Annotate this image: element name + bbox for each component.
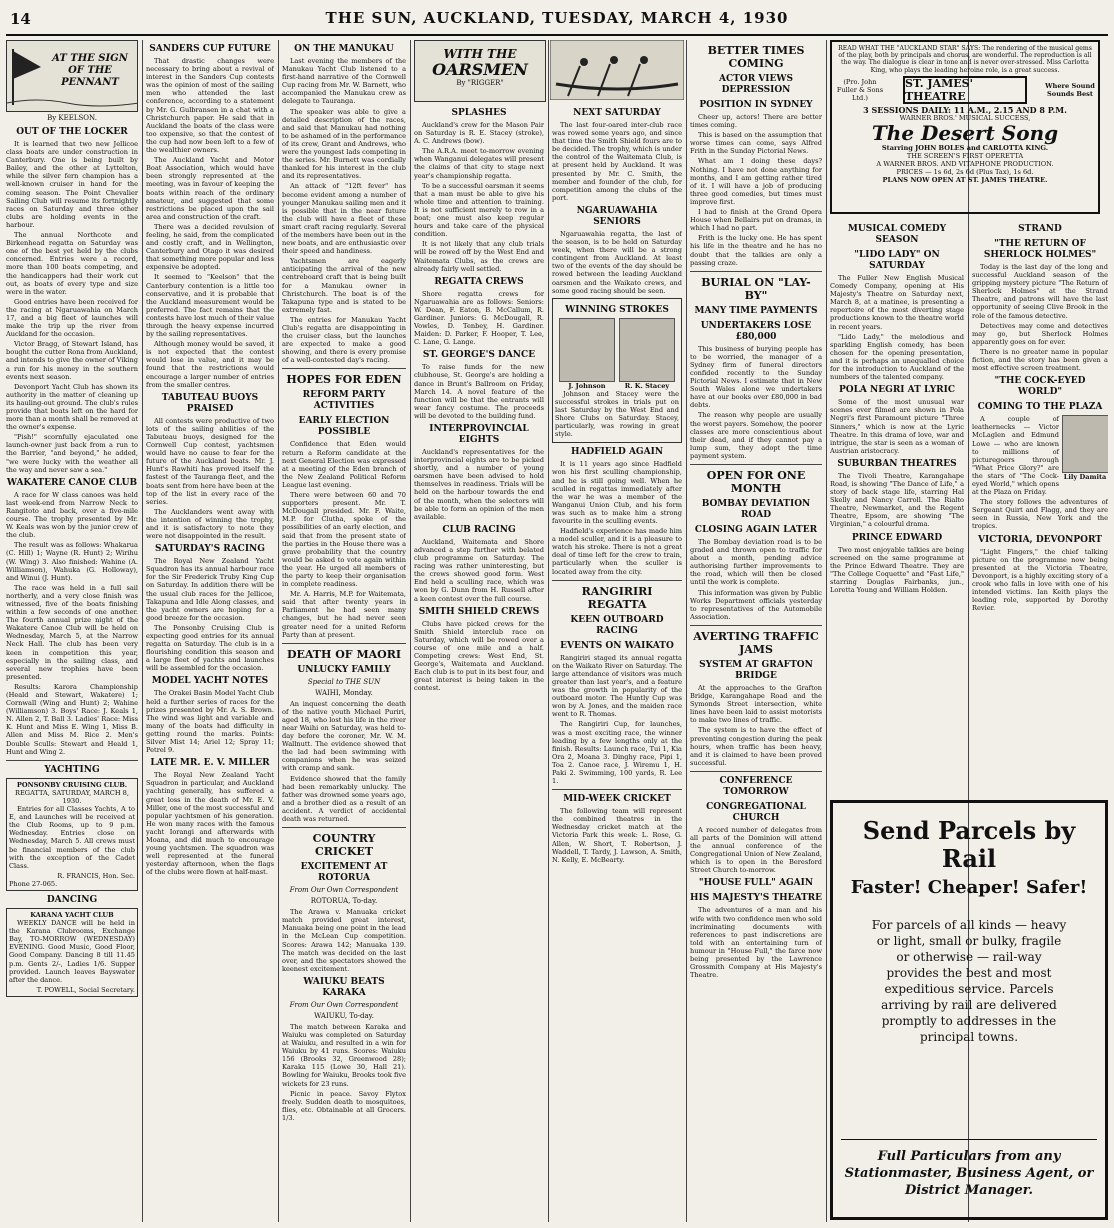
paragraph: "Light Fingers," the chief talking picture on the programme now being presented at the Victoria Theatre, Devonport, is a highly exciting story of a crook who falls in love with one of his intended victims. Ian Keith plays the leading role, supported by Dorothy Revier.: [972, 547, 1108, 613]
paragraph: Auckland, Waitemata and Shore advanced a step further with belated club programme on Saturday. The racing was rather uninteresting, but the crews showed good form. West End held a sculling race, which was won by G. Dunn from H. Russell after a keen contest over the full course.: [414, 537, 544, 603]
dateline: From Our Own Correspondent: [289, 1000, 399, 1009]
column-rule: [826, 40, 827, 1222]
headline: PRINCE EDWARD: [851, 532, 943, 543]
paragraph: The Aucklanders went away with the intention of winning the trophy, and it is satisfactory to note they were not disappointed in the result.: [146, 507, 274, 541]
page-number: 14: [10, 10, 31, 28]
paragraph: Hadfield's experience has made him a model sculler, and it is a pleasure to watch his stroke. There is not a great deal of time left for the crew to train, particularly when the sculler is located away from the city.: [552, 527, 682, 576]
headline: "HOUSE FULL" AGAIN: [698, 878, 814, 889]
paragraph: Rangiriri staged its annual regatta on the Waikato River on Saturday. The large attendance of visitors was much greater than last year's, and a feature was the growth in popularity of the outboard motor. The Huntly Cup was won by A. Jones, and the maiden race went to R. Thomas.: [552, 653, 682, 719]
headline: SPLASHES: [451, 108, 507, 118]
paragraph: The reason why people are usually the worst payers. Somehow, the poorer classes are more conscientious about their dead, and if they cannot pay a lump sum, they adopt the time payment system.: [690, 411, 822, 460]
divider: [6, 760, 138, 761]
headline: BETTER TIMES COMING: [707, 44, 805, 70]
paragraph: All contests were productive of two lots of the sailing abilities of the Tabuteau buoys, designed for the Cornwell Cup contest, yachtsmen would have no cause to fear for the future of the Auckland boats. Mr. J. Hunt's Rawhiti has proved itself the fastest of the Tauranga fleet, and the boats sent from here have been at the top of the list in every race of the series.: [146, 416, 274, 506]
paragraph: The Orakei Basin Model Yacht Club held a further series of races for the prizes presented by Mr. A. S. Brown. The wind was light and variable and many of the boats had difficulty in getting round the marks. Points: Silver Mist 14; Ariel 12; Spray 11; Petrel 9.: [146, 689, 274, 755]
paragraph: The story follows the adventures of Sergeant Quirt and Flagg, and they are seen in Russia, New York and the tropics.: [972, 498, 1108, 531]
paragraph: Two most enjoyable talkies are being screened on the same programme at the Prince Edward Theatre. They are "The College Coquette" and "Fast Life," starring Douglas Fairbanks, jun., Loretta Young and William Holden.: [830, 545, 964, 594]
paragraph: The Royal New Zealand Yacht Squadron in particular, and Auckland yachting generally, has suffered a great loss in the death of Mr. E. V. Miller, one of the most successful and popular yachtsmen of his generation. He won many races with the famous yacht Iorangi and afterwards with Moana, and did much to encourage young yachtsmen. The squadron was well represented at the funeral yesterday afternoon, when the flags of the clubs were flown at half-mast.: [146, 771, 274, 877]
headline: HADFIELD AGAIN: [570, 447, 664, 458]
subheadline: SYSTEM AT GRAFTON BRIDGE: [699, 659, 813, 681]
ad-title: PONSONBY CRUISING CLUB.: [16, 780, 128, 789]
column-rule: [278, 40, 279, 1222]
ad-title: KARANA YACHT CLUB: [30, 910, 114, 919]
film-title: The Desert Song: [871, 120, 1059, 145]
headline: DEATH OF MAORI: [286, 647, 402, 661]
divider: [282, 368, 406, 369]
prices: PRICES — 1s 6d, 2s 6d (Plus Tax), 1s 6d.: [896, 167, 1034, 176]
divider: [690, 625, 822, 626]
newspaper-title: THE SUN, AUCKLAND, TUESDAY, MARCH 4, 1930: [325, 9, 789, 27]
paragraph: Clubs have picked crews for the Smith Shield interclub race on Saturday, which will be rowed over a course of one mile and a half. Competing crews: West End, St. George's, Waitemata and Auckland. Each club is to put in its best four, and great interest is being taken in the contest.: [414, 619, 544, 693]
paragraph: To raise funds for the new clubhouse, St. George's are holding a dance in Brunt's Ballroom on Friday, March 14. A novel feature of the function will be that the entrants will wear fancy costume. The proceeds will be devoted to the building fund.: [414, 363, 544, 420]
subheadline: ACTOR VIEWS DEPRESSION: [719, 74, 793, 95]
ad-text: WEEKLY DANCE will be held in the Karana Clubrooms, Exchange Bay, TO-MORROW (WEDNESDAY) EVENING. Good Music, Good Floor, Good Company. Dancing 8 till 11.45 p.m. Gents 2/-, Ladies 1/6. Supper provided. Launch leaves Bayswater after the dance.: [9, 919, 135, 984]
tagline: THE SCREEN'S FIRST OPERETTA: [906, 151, 1024, 160]
portrait-photo: [1062, 415, 1108, 473]
paragraph: A record number of delegates from all parts of the Dominion will attend the annual conference of the Congregational Union of New Zealand, which is to open in the Beresford Street Church to-morrow.: [690, 825, 822, 875]
column-6: [690, 40, 822, 1222]
headline: SATURDAY'S RACING: [155, 544, 265, 555]
column-7: [830, 220, 964, 790]
paragraph: The Ponsonby Cruising Club is expecting good entries for its annual regatta on Saturday. The club is in a flourishing condition this season and a large fleet of yachts and launches will be assembled for the occasion.: [146, 623, 274, 673]
paragraph: The Royal New Zealand Yacht Squadron has its annual harbour race for the Sir Frederick Truby King Cup on Saturday. In addition there will be the usual club races for the Jellicoe, Takapuna and Idle Along classes, and the yacht owners are hoping for a good breeze for the occasion.: [146, 557, 274, 622]
lily-damita-photo-block: [1062, 415, 1108, 481]
studio-credit: WARNER BROS.' MUSICAL SUCCESS,: [899, 113, 1031, 122]
paragraph: Detectives may come and detectives may go, but Sherlock Holmes apparently goes on for ever.: [972, 321, 1108, 346]
paragraph: To be a successful oarsman it seems that a man must be able to give his whole time and attention to training. It is not sufficient merely to row in a boat; one must also keep regular hours and take care of the physical condition.: [414, 181, 544, 239]
parcels-by-rail-advert: [830, 800, 1108, 1220]
headline: POLA NEGRI AT LYRIC: [839, 385, 955, 396]
divider: [282, 643, 406, 644]
headline: REGATTA CREWS: [434, 276, 524, 287]
ad-signature: R. FRANCIS, Hon. Sec.: [57, 871, 135, 880]
divider: [690, 464, 822, 465]
portrait-photo: [559, 318, 615, 382]
ad-headline: Send Parcels by Rail: [862, 816, 1076, 873]
headline: MUSICAL COMEDY SEASON: [847, 224, 947, 245]
paragraph: The Tivoli Theatre, Karangahape Road, is showing "The Dance of Life," a story of back stage life, starring Hal Skelly and Nancy Carroll. The Rialto Theatre, Newmarket, and the Regent Theatre, Epsom, are showing "The Virginian," a colourful drama.: [830, 471, 964, 529]
paragraph: Good entries have been received for the racing at Ngaruawahia on March 17, and a big fleet of launches will make the trip up the river from Auckland for the occasion.: [6, 297, 138, 339]
production-credit: A WARNER BROS. AND VITAPHONE PRODUCTION.: [876, 159, 1054, 168]
paragraph: Although money would be saved, it is not expected that the contest would lose in value, and it may be found that the restrictions would encourage a larger number of entries from the smaller centres.: [146, 340, 274, 389]
booking-info: PLANS NOW OPEN AT ST. JAMES THEATRE.: [882, 175, 1048, 184]
paragraph: Picnic in peace. Savoy Flytox freely. Sudden death to mosquitoes, flies, etc. Obtainable at all Grocers. 1/3.: [282, 1089, 406, 1122]
starring-line: Starring JOHN BOLES and CARLOTTA KING.: [881, 143, 1049, 152]
headline: INTERPROVINCIAL EIGHTS: [429, 424, 529, 445]
headline: BURIAL ON "LAY-BY": [701, 275, 811, 302]
subheadline: EARLY ELECTION POSSIBLE: [298, 416, 390, 438]
winning-strokes-photo-block: [552, 298, 682, 444]
paragraph: Confidence that Eden would return a Reform candidate at the next General Election was expressed at a meeting of the Eden branch of the New Zealand Political Reform League last evening.: [282, 440, 406, 489]
session-times: 3 SESSIONS DAILY: 11 A.M., 2.15 AND 8 P.M.: [863, 104, 1067, 115]
section-heading: DANCING: [46, 894, 98, 905]
headline: MID-WEEK CRICKET: [563, 794, 671, 805]
paragraph: This information was given by Public Works Department officials yesterday to representatives of the Automobile Association.: [690, 588, 822, 621]
subheadline: CONGREGATIONAL CHURCH: [706, 801, 806, 823]
ad-body: For parcels of all kinds — heavy or light, small or bulky, fragile or otherwise — rail-way provides the best and most expeditious service. Parcels arriving by rail are delivered promptly to addresses in the principal towns.: [871, 918, 1067, 1044]
banner-title: OARSMEN: [432, 60, 528, 79]
divider: [552, 789, 682, 790]
column-2: [146, 40, 274, 1222]
paragraph: It is not likely that any club trials will be rowed off by the West End and Waitemata Clubs, as the crews are already fairly well settled.: [414, 240, 544, 273]
paragraph: I had to finish at the Grand Opera House when Bellairs put on dramas, in which I had no part.: [690, 208, 822, 233]
paragraph: It is 11 years ago since Hadfield won his first sculling championship, and he is still going well. When he sculled in regattas immediately after the war he was a member of the Wanganui Union Club, and his form was such as to make him a strong favourite in the sculling events.: [552, 460, 682, 525]
dateline: WAIHI, Monday.: [315, 688, 373, 697]
paragraph: The annual Northcote and Birkenhead regatta on Saturday was one of the best yet held by the clubs concerned. Entries were a record, more than 100 boats competing, and the handicappers had their work cut out, as boats of every type and size were in the water.: [6, 231, 138, 296]
photo-name: R. K. Stacey: [624, 381, 670, 390]
portrait-photo: [619, 318, 675, 382]
paragraph: Mr. A. Harris, M.P. for Waitemata, said that after twenty years in Parliament he had seen many changes, but he had never seen greater need for a united Reform Party than at present.: [282, 590, 406, 639]
photo-name: J. Johnson: [568, 381, 606, 390]
divider: [690, 271, 822, 272]
subheadline: HIS MAJESTY'S THEATRE: [690, 893, 822, 904]
paragraph: The following team will represent the combined theatres in the Wednesday cricket match at the Victoria Park this week: L. Rose, G. Allen, W. Short, T. Robertson, J. Waddell, T. Tardy, J. Lawson, A. Smith, N. Kelly, E. McBearty.: [552, 807, 682, 864]
headline: "THE COCK-EYED WORLD": [994, 376, 1086, 398]
review-quote: READ WHAT THE "AUCKLAND STAR" SAYS: The rendering of the musical gems of the play, both by principals and chorus, are wonderful. The reproduction is all the way. The dialogue is clear in tone and is never over-stressed. Miss Carlotta King, who plays the leading heroine role, is a great success.: [838, 45, 1092, 74]
column-5: [552, 104, 682, 1222]
paragraph: The Fuller New English Musical Comedy Company, opening at His Majesty's Theatre on Saturday next, March 8, at a matinee, is presenting a repertoire of the most diverting stage productions known to the theatre world in recent years.: [830, 274, 964, 331]
paragraph: At the approaches to the Grafton Bridge, Karangahape Road and the Symonds Street intersection, white lines have been laid to assist motorists to make two lines of traffic.: [690, 683, 822, 725]
subheadline: EXCITEMENT AT ROTORUA: [300, 862, 388, 884]
headline: WAIUKU BEATS KARAKA: [303, 976, 385, 998]
column-rule: [686, 40, 687, 1222]
rowing-crew-illustration: [550, 40, 684, 100]
karana-advert: [6, 908, 138, 997]
paragraph: Cheer up, actors! There are better times coming.: [690, 113, 822, 130]
paragraph: The match between Karaka and Waiuku was completed on Saturday at Waiuku, and resulted in a win for Waiuku by 41 runs. Scores: Waiuku 156 (Brooks 32, Greenwood 28); Karaka 115 (Lowe 30, Hall 21). Bowling for Waiuku, Brooks took five wickets for 23 runs.: [282, 1022, 406, 1088]
paragraph: The last four-oared inter-club race was rowed some years ago, and since that time the Smith Shield fours are to be decided. The trophy, which is under the control of the Waitemata Club, is at present held by Auckland. It was presented by Mr. C. Smith, the member and founder of the club, for competition among the clubs of the port.: [552, 121, 682, 202]
divider: [552, 580, 682, 581]
subheadline: UNLUCKY FAMILY: [297, 664, 391, 675]
headline: MODEL YACHT NOTES: [151, 676, 269, 687]
paragraph: Some of the most unusual war scenes ever filmed are shown in Pola Negri's first Paramount picture "Three Sinners," which is now at the Lyric Theatre. In this drama of love, war and intrigue, the star is seen as a woman of Austrian aristocracy.: [830, 398, 964, 455]
ad-phone: Phone 27-065.: [9, 879, 58, 888]
ponsonby-advert: [6, 778, 138, 891]
paragraph: Shore regatta crews for Ngaruawahia are as follows: Seniors: W. Dean, F. Eaton, B. McCallum, R. Gardiner. Juniors: G. McDougall, R. Vowles, D. Tenbey, H. Gardiner. Maiden: D. Parker, F. Hooper, T. Lee, C. Lane, G. Lange.: [414, 289, 544, 347]
paragraph: Devonport Yacht Club has shown its authority in the matter of cleaning up its hauling-out ground. The club's rules provide that boats left on the hard for more than a month shall be removed at the owner's expense.: [6, 382, 138, 432]
paragraph: Ngaruawahia regatta, the last of the season, is to be held on Saturday week, when there will be a strong contingent from Auckland. At least two of the events of the day should be rowed between the leading Auckland oarsmen and the Waikato crews, and some good racing should be seen.: [552, 229, 682, 295]
paragraph: A couple of leathernecks — Victor McLaglen and Edmund Lowe — who are known to millions of picturegoers through "What Price Glory?" are the stars of "The Cock-eyed World," which opens at the Plaza on Friday.: [972, 415, 1059, 497]
paragraph: Auckland's representatives for the interprovincial eights are to be picked shortly, and a number of young oarsmen have been advised to hold themselves in readiness. Trials will be held on the harbour towards the end of the month, when the selectors will be able to form an opinion of the men available.: [414, 448, 544, 521]
divider: [282, 827, 406, 828]
paragraph: The speaker was able to give a detailed description of the races, and said that Manukau had nothing to be ashamed of in the performance of its crew, Grant and Andrews, who were the youngest lads competing in the series. Mr. Burnett was cordially thanked for his interest in the club and its representatives.: [282, 107, 406, 181]
ad-slogan: Faster! Cheaper! Safer!: [850, 877, 1088, 898]
headline: TABUTEAU BUOYS PRAISED: [161, 392, 259, 414]
paragraph: Yachtsmen are eagerly anticipating the arrival of the new centreboard craft that is being built for a Manukau owner in Christchurch. The boat is of the Takapuna type and is stated to be extremely fast.: [282, 257, 406, 314]
dateline: ROTORUA, To-day.: [310, 897, 378, 906]
paragraph: The system is to have the effect of preventing congestion during the peak hours, when traffic has been heavy, and it is claimed to have been proved successful.: [690, 726, 822, 767]
headline: AVERTING TRAFFIC JAMS: [693, 629, 819, 656]
paragraph: The race was held in a full sail northerly, and a very close finish was witnessed, five of the boats finishing within a few seconds of one another. The fourth annual prize night of the Wakatere Canoe Club will be held on Wednesday, March 5, at the Narrow Neck Hall. The club has been very keen in competition this year, especially in the sailing class, and several new trophies have been presented.: [6, 583, 138, 681]
headline: NEXT SATURDAY: [573, 108, 661, 118]
subheadline: EVENTS ON WAIKATO: [560, 640, 674, 651]
photo-caption: Johnson and Stacey were the successful strokes in trials put on last Saturday by the West End and Shore Clubs on Saturday. Stacey, particularly, was rowing in great style.: [555, 389, 679, 439]
paragraph: There were between 60 and 70 supporters present. Mr. T. McDougall presided. Mr. F. Waite, M.P. for Clutha, spoke of the possibilities of an early election, and said that from the present state of the parties in the House there was a grave probability that the country would be asked to vote again within the year. He urged all members of the party to keep their organisation in complete readiness.: [282, 491, 406, 589]
paragraph: The Auckland Yacht and Motor Boat Association, which would have been strongly represented at the meeting, was in favour of keeping the boats within reach of the ordinary amateur, and suggested that some restrictions be placed upon the sail area and construction of the craft.: [146, 156, 274, 221]
paragraph: The entries for Manukau Yacht Club's regatta are disappointing in the cruiser class, but the launches are expected to make a good showing, and there is every promise of a well-contested day's racing.: [282, 315, 406, 365]
photo-caption: Lily Damita: [1063, 473, 1107, 482]
dateline: Special to THE SUN: [307, 677, 381, 686]
subheadline: POSITION IN SYDNEY: [699, 100, 813, 110]
headline: VICTORIA, DEVONPORT: [977, 534, 1102, 545]
paragraph: Today is the last day of the long and successful Auckland season of the gripping mystery picture "The Return of Sherlock Holmes" at the Strand Theatre, and patrons will have the last opportunity of seeing Clive Brook in the role of the famous detective.: [972, 263, 1108, 320]
subheadline: MANY TIME PAYMENTS: [694, 305, 818, 316]
headline: STRAND: [1018, 224, 1062, 234]
divider: [690, 771, 822, 772]
paragraph: The Arawa v. Manuaka cricket match provided great interest, Manuaka being one point in the lead in the McLean Cup competition. Scores: Arawa 142; Manuaka 139. The match was decided on the last over, and the spectators showed the keenest excitement.: [282, 908, 406, 973]
headline: LATE MR. E. V. MILLER: [150, 758, 270, 769]
headline: SANDERS CUP FUTURE: [149, 44, 271, 54]
st-james-logo: ST. JAMES' THEATRE: [903, 76, 1027, 104]
dateline: From Our Own Correspondent: [289, 886, 399, 895]
paragraph: This business of burying people has to be worried, the manager of a Sydney firm of funeral directors confided recently to the Sunday Pictorial News. I estimate that in New South Wales alone we undertakers have at our books over £80,000 in bad debts.: [690, 344, 822, 410]
column-rule: [410, 40, 411, 1222]
subheadline: "LIDO LADY" ON SATURDAY: [854, 250, 940, 271]
column-1: [6, 40, 138, 1222]
paragraph: Last evening the members of the Manukau Yacht Club listened to a first-hand narrative of the Cornwell Cup racing from Mr. W. Barnett, who accompanied the Manukau crew as delegate to Tauranga.: [282, 57, 406, 106]
headline: CLUB RACING: [442, 524, 516, 535]
column-rule: [142, 40, 143, 1222]
section-heading: YACHTING: [44, 764, 100, 775]
headline: ON THE MANUKAU: [294, 44, 394, 54]
subheadline: KEEN OUTBOARD RACING: [570, 614, 664, 636]
fuller-credit: (Pro. John Fuller & Sons Ltd.): [836, 77, 884, 102]
paragraph: An attack of "12ft fever" has become evident among a number of younger Manukau sailing men and it is possible that in the near future the club will have a fleet of these smart craft racing regularly. Several of the members have been out in the new boats, and are enthusiastic over their speed and handiness.: [282, 182, 406, 256]
byline: By "RIGGER": [456, 79, 504, 87]
paragraph: This is based on the assumption that worse times can come, says Alfred Frith in the Sunday Pictorial News.: [690, 131, 822, 156]
paragraph: What am I doing these days? Nothing. I have not done anything for months, and I am getting rather tired of it. I will have a job of producing three good comedies, but times must improve first.: [690, 157, 822, 206]
headline: WAKATERE CANOE CLUB: [6, 477, 138, 488]
paragraph: "Pish!" scornfully ejaculated one launch-owner just back from a run to the Barrier, "and beyond," he added, "we were lucky with the weather all the way and never saw a sea.": [6, 433, 138, 474]
paragraph: The Bombay deviation road is to be graded and thrown open to traffic for about a month, pending advice authorising further improvements to the road, which will then be closed until the work is complete.: [690, 538, 822, 587]
paragraph: There was a decided revulsion of feeling, he said, from the complicated and costly craft, and in Wellington, Canterbury and Otago it was desired that something more popular and less expensive be adopted.: [146, 222, 274, 272]
headline: NGARUAWAHIA SENIORS: [576, 205, 658, 227]
subheadline: COMING TO THE PLAZA: [977, 402, 1103, 413]
headline: ST. GEORGE'S DANCE: [422, 350, 536, 361]
ad-signature: T. POWELL, Social Secretary.: [36, 985, 135, 994]
paragraph: The result was as follows: Whakarua (C. Hill) 1; Wayne (R. Hunt) 2; Wirihu (W. Wing) 3. Also finished: Wahine (A. Williamson), Wahuka (G. Holloway), and Winui (J. Hunt).: [6, 541, 138, 582]
subheadline: CLOSING AGAIN LATER: [694, 525, 818, 535]
paragraph: There is no greater name in popular fiction, and the story has been given a most effective screen treatment.: [972, 347, 1108, 373]
ad-footer: Full Particulars from any Stationmaster, Business Agent, or District Manager.: [841, 1139, 1097, 1199]
masthead: [6, 6, 1108, 36]
headline: COUNTRY CRICKET: [312, 832, 376, 859]
photo-title: WINNING STROKES: [565, 304, 669, 315]
paragraph: It is learned that two new Jellicoe class boats are under construction in Canterbury. One is being built by Bailey, and the other at Lyttelton, while the silver fern champion has a well-known cruiser in hand for the coming season. The Point Chevalier Sailing Club will resume its fortnightly races on Saturday and three other clubs are holding events in the harbour.: [6, 140, 138, 229]
ad-text: Entries for all Classes Yachts, A to E, and Launches will be received at the Club Rooms, up to 9 p.m. Wednesday. Entries close on Wednesday, March 5. All crews must be financial members of the club with the exception of the Cadet Class.: [9, 805, 135, 870]
column-4: [414, 104, 544, 1222]
headline: SMITH SHIELD CREWS: [418, 606, 540, 617]
byline: By KEELSON.: [47, 114, 97, 122]
sign-of-the-pennant-banner: [6, 40, 138, 112]
sign-title: AT THE SIGN OF THE PENNANT: [52, 53, 128, 88]
subheadline: REFORM PARTY ACTIVITIES: [302, 390, 386, 412]
paragraph: That drastic changes were necessary to bring about a revival of interest in the Sanders Cup contests was the opinion of most of the sailing men who attended the last conference, according to a statement by Mr. G. Gulbransen in a chat with a Christchurch paper. He said that in Auckland the boats of the class were too expensive, so that the contest of the cup had now been left to a few of the wealthier owners.: [146, 57, 274, 155]
headline: SUBURBAN THEATRES: [837, 458, 957, 469]
subheadline: "THE RETURN OF SHERLOCK HOLMES": [983, 239, 1097, 260]
paragraph: An inquest concerning the death of the native youth Michael Puriri, aged 18, who lost his life in the river near Waihi on Saturday, was held to-day before the coroner, Mr. W. M. Wallnutt. The evidence showed that the lad had been swimming with companions when he was seized with cramp and sank.: [282, 699, 406, 773]
paragraph: Frith is the lucky one. He has spent his life in the theatre and he has no doubt that the talkies are only a passing craze.: [690, 234, 822, 267]
headline: RANGIRIRI REGATTA: [581, 584, 653, 611]
paragraph: The adventures of a man and his wife with two confidence men who sold incriminating documents with references to past indiscretions are told with an entertaining turn of humour in "House Full," the farce now being presented by the Lawrence Grossmith Company at His Majesty's Theatre.: [690, 906, 822, 980]
paragraph: Auckland's crew for the Mason Pair on Saturday is R. E. Stacey (stroke), A. C. Andrews (bow).: [414, 121, 544, 146]
paragraph: The A.R.A. meet to-morrow evening when Wanganui delegates will present the claims of that city to stage next year's championship regatta.: [414, 147, 544, 180]
banner-title: WITH THE: [443, 47, 517, 61]
headline: OPEN FOR ONE MONTH: [706, 469, 806, 495]
paragraph: Results: Karora Championship (Heald and Stewart, Wakatere) 1; Cornwall (Wing and Hunt) 2; Wahine (Williamson) 3. Boys' Race: J. Keals 1, N. Allen 2, T. Ball 3. Ladies' Race: Miss K. Hunt and Miss E. Wing 1, Miss B. Allen and Miss M. Rice 2. Men's Double Sculls: Stewart and Heald 1, Hunt and Wing 2.: [6, 682, 138, 756]
paragraph: A race for W class canoes was held last week-end from Narrow Neck to Rangitoto and back, over a five-mile course. The trophy presented by Mr. W. Keals was won by the junior crew of the club.: [6, 490, 138, 540]
dateline: WAIUKU, To-day.: [314, 1011, 374, 1020]
headline: CONFERENCE TOMORROW: [719, 775, 793, 797]
paragraph: Evidence showed that the family had been remarkably unlucky. The father was drowned some years ago, and a brother died as a result of an accident. A verdict of accidental death was returned.: [282, 774, 406, 824]
subheadline: UNDERTAKERS LOSE £80,000: [700, 320, 812, 342]
ad-date: REGATTA, SATURDAY, MARCH 8, 1930.: [15, 788, 129, 805]
paragraph: It seemed to "Keelson" that the Canterbury contention is a little too conservative, and it is probable that the Auckland measurement would be preferred. The fact remains that the contests have lost much of their value through the heavy expense incurred by the sailing representatives.: [146, 273, 274, 339]
subheadline: BOMBAY DEVIATION ROAD: [701, 499, 811, 520]
column-3: [282, 40, 406, 1222]
paragraph: The Rangiriri Cup, for launches, was a most exciting race, the winner leading by a few lengths only at the finish. Results: Launch race, Tui 1, Kia Ora 2, Moana 3. Dinghy race, Pipi 1, Toa 2. Canoe race, J. Wiremu 1, H. Paki 2. Swimming, 100 yards, R. Lee 1.: [552, 720, 682, 786]
paragraph: Victor Bragg, of Stewart Island, has bought the cutter Rona from Auckland, and intends to give the owner of Viking a run for his money in the southern events next season.: [6, 340, 138, 381]
headline: HOPES FOR EDEN: [286, 373, 402, 387]
paragraph: "Lido Lady," the melodious and sparkling English comedy, has been chosen for the opening presentation, and it is perhaps an unequalled choice for the introduction to Auckland of the numbers of the talented company.: [830, 332, 964, 382]
st-james-advert: [830, 40, 1100, 214]
column-8: [972, 220, 1108, 790]
oarsmen-banner: [414, 40, 546, 102]
sound-slogan: Where Sound Sounds Best: [1045, 81, 1095, 98]
headline: OUT OF THE LOCKER: [16, 127, 128, 137]
column-rule: [548, 40, 549, 1222]
